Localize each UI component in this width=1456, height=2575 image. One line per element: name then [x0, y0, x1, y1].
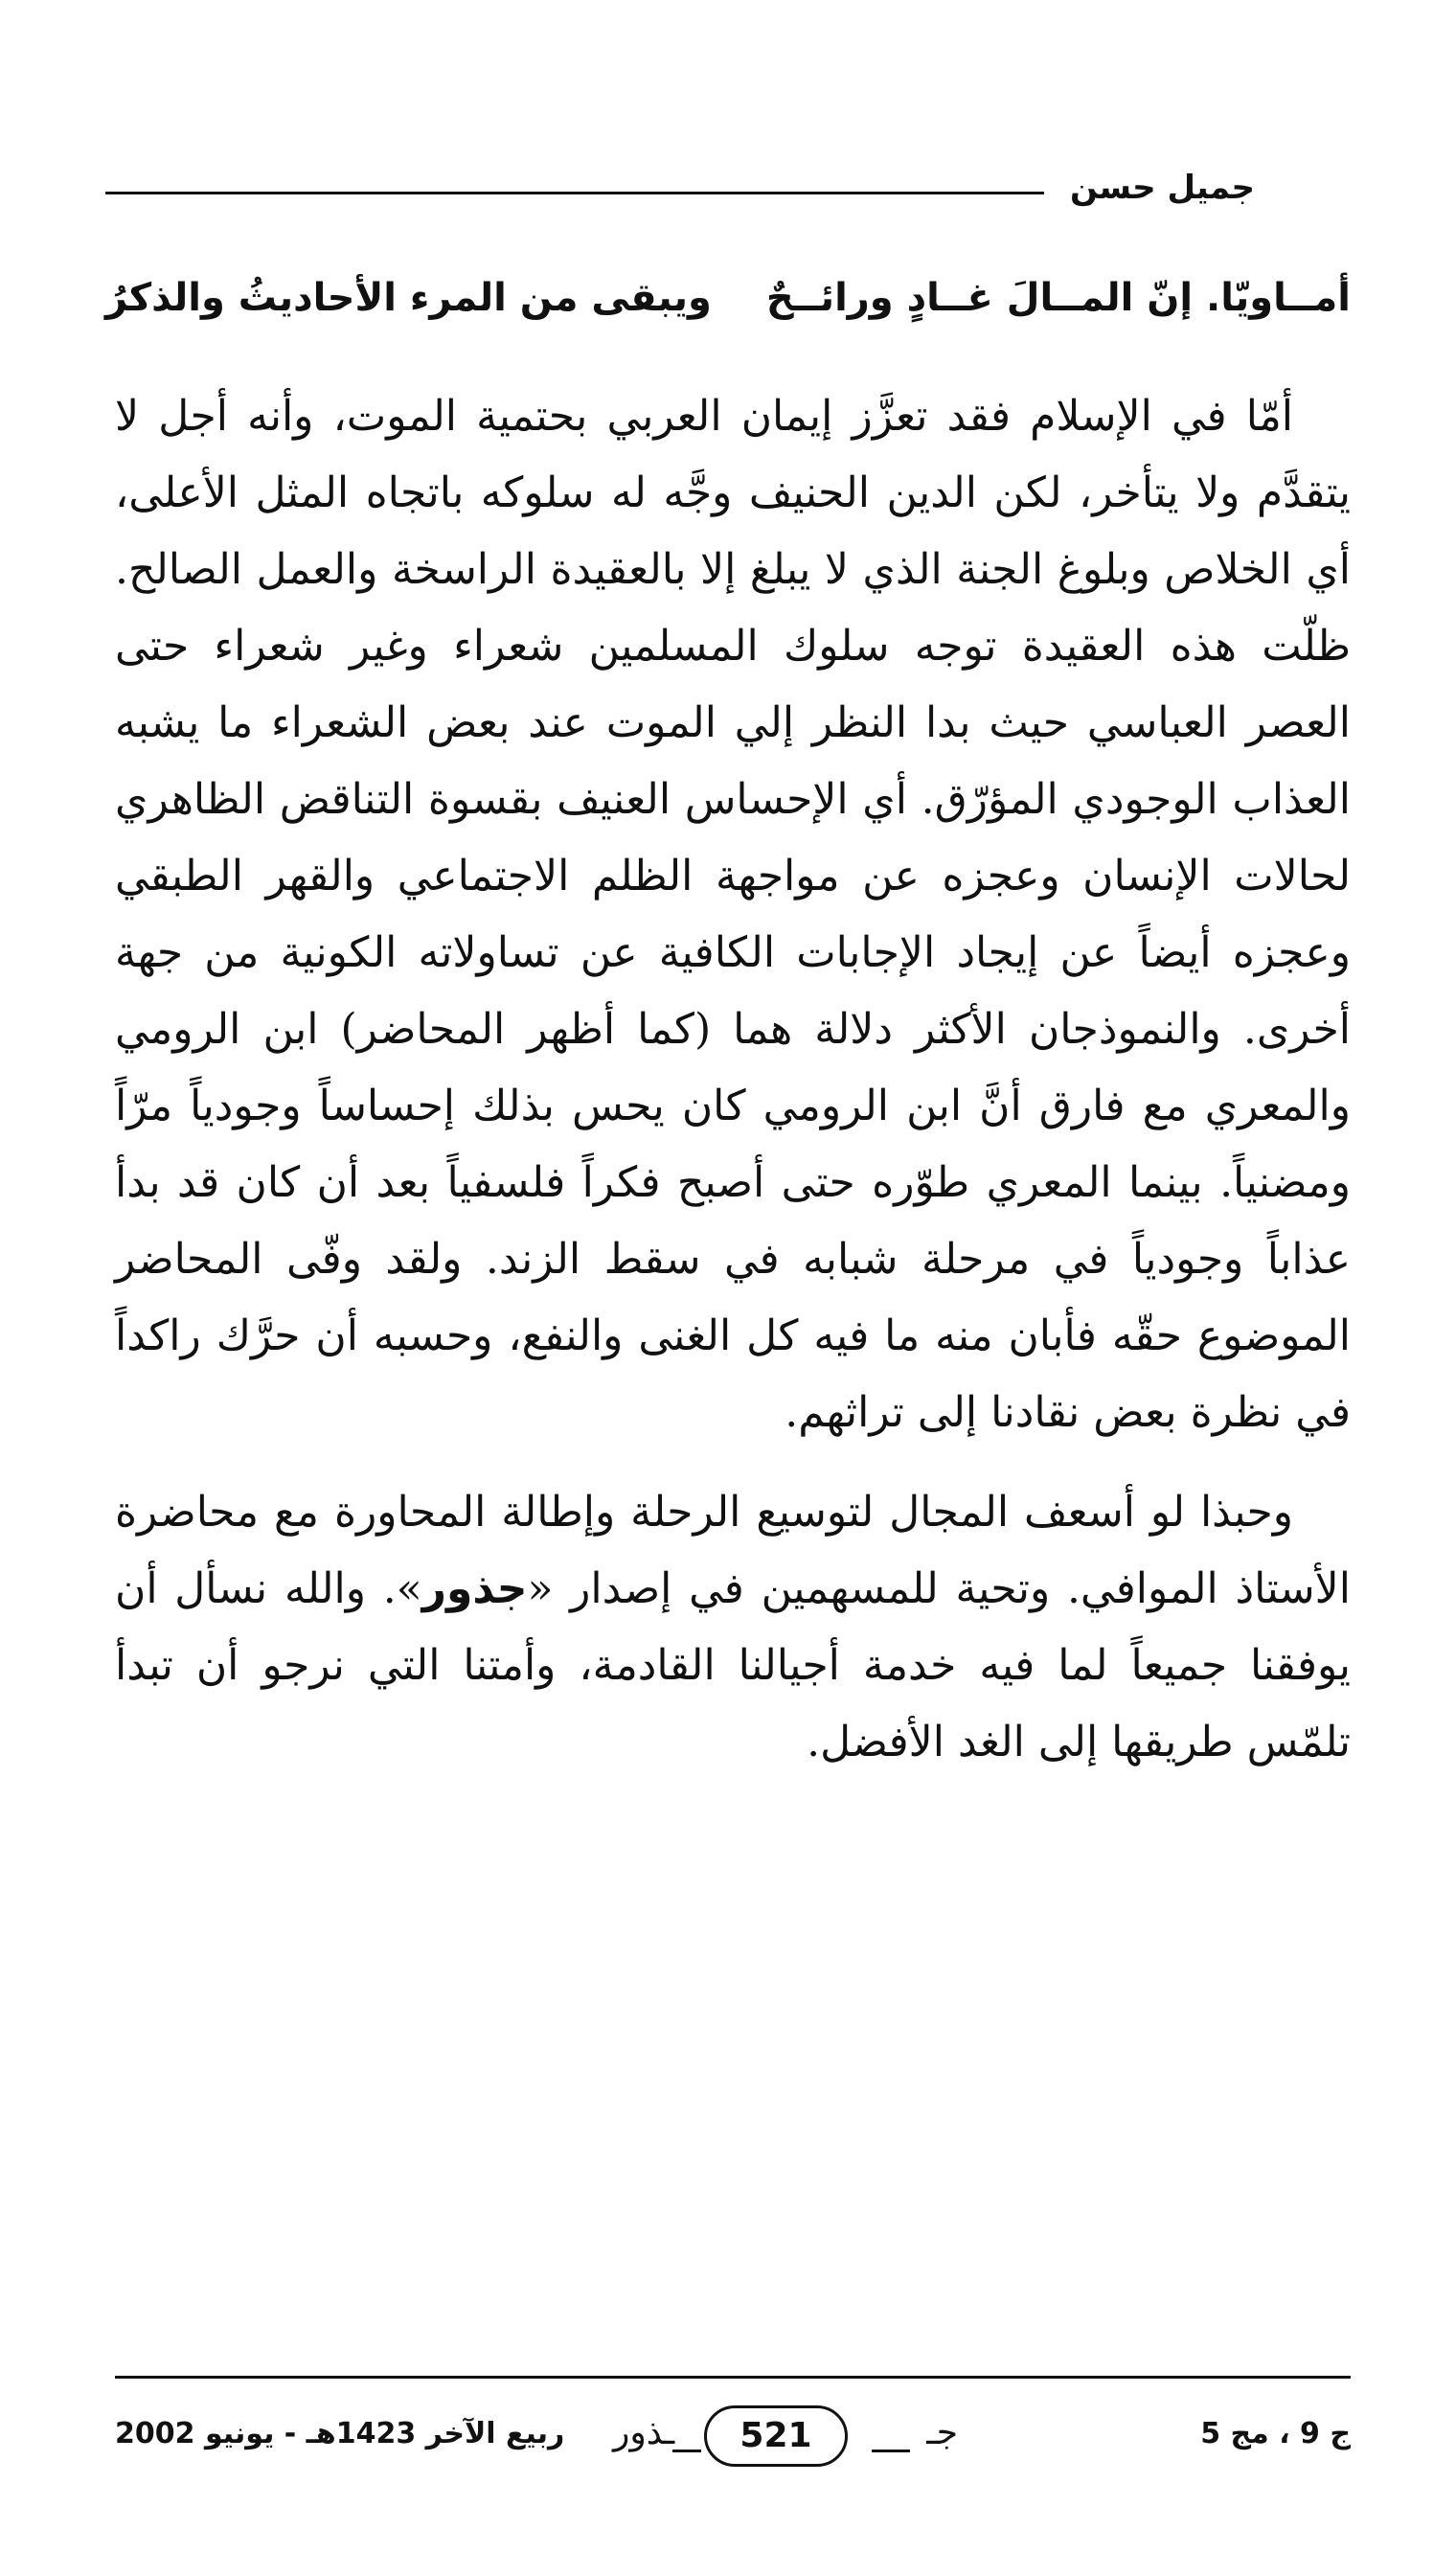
- running-header: [105, 161, 1255, 218]
- page-footer: [115, 2400, 1351, 2486]
- paragraph-2: [115, 1474, 1351, 1781]
- body-text: [115, 378, 1351, 1781]
- footer-date: ربيع الآخر 1423هـ - يونيو 2002: [115, 2417, 565, 2450]
- header-author: جميل حسن: [1069, 169, 1255, 207]
- poem-verse: [105, 266, 1351, 353]
- paragraph-1: أمّا في الإسلام فقد تعزَّز إيمان العربي بحتمية الموت، وأنه أجل لا يتقدَّم ولا يتأخر، لكن الدين الحنيف وجَّه له سلوكه باتجاه المثل الأعلى، أي الخلاص وبلوغ الجنة الذي لا يبلغ إلا بالعقيدة الراسخة والعمل الصالح. ظلّت هذه العقيدة توجه سلوك المسلمين شعراء وغير شعراء حتى العصر العباسي حيث بدا النظر إلي الموت عند بعض الشعراء ما يشبه العذاب الوجودي المؤرّق. أي الإحساس العنيف بقسوة التناقض الظاهري لحالات الإنسان وعجزه عن مواجهة الظلم الاجتماعي والقهر الطبقي وعجزه أيضاً عن إيجاد الإجابات الكافية عن تساولاته الكونية من جهة أخرى. والنموذجان الأكثر دلالة هما (كما أظهر المحاضر) ابن الرومي والمعري مع فارق أنَّ ابن الرومي كان يحس بذلك إحساساً وجودياً مرّاً ومضنياً. بينما المعري طوّره حتى أصبح فكراً فلسفياً بعد أن كان قد بدأ عذاباً وجودياً في مرحلة شبابه في سقط الزند. ولقد وفّى المحاضر الموضوع حقّه فأبان منه ما فيه كل الغنى والنفع، وحسبه أن حرَّك راكداً في نظرة بعض نقادنا إلى تراثهم.: [115, 392, 1351, 1437]
- footer-rule: [115, 2376, 1351, 2379]
- verse-first-hemistich: أمــاويّا. إنّ المــالَ غــادٍ ورائــحٌ: [765, 276, 1351, 320]
- journal-name-bold: جذور: [421, 1564, 528, 1613]
- footer-issue: ج 9 ، مج 5: [1200, 2417, 1351, 2450]
- journal-line-right: [872, 2450, 910, 2452]
- journal-name-end: ـذور: [613, 2413, 675, 2452]
- journal-name-start: جـ: [926, 2413, 958, 2452]
- header-rule: [105, 192, 1044, 194]
- footer-journal-mark: [613, 2400, 958, 2476]
- paragraph-2-text-start: وحبذا لو أسعف المجال لتوسيع الرحلة وإطالة المحاورة مع محاضرة الأستاذ الموافي. وتحية للمسهمين في إصدار «: [115, 1488, 1351, 1613]
- page-number: 521: [704, 2405, 848, 2467]
- paragraph-2-text-end: ». والله نسأل أن يوفقنا جميعاً لما فيه خدمة أجيالنا القادمة، وأمتنا التي نرجو أن تبدأ تلمّس طريقها إلى الغد الأفضل.: [115, 1564, 1351, 1766]
- verse-second-hemistich: ويبقى من المرء الأحاديثُ والذكرُ: [105, 276, 712, 320]
- journal-line-left: [672, 2450, 701, 2452]
